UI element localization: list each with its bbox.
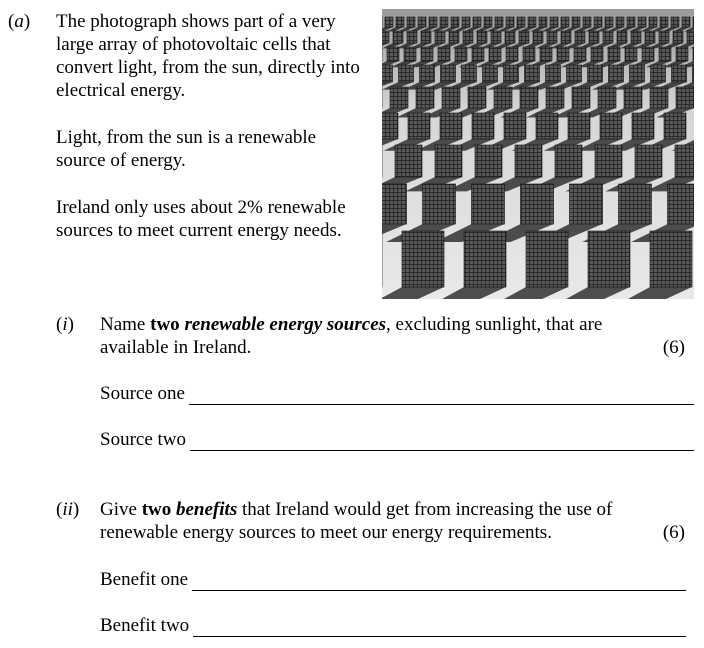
solar-panel	[540, 47, 552, 61]
solar-panel	[693, 65, 695, 82]
solar-panel	[491, 31, 501, 43]
solar-panel	[693, 47, 694, 61]
solar-panel	[673, 31, 683, 43]
solar-panel	[635, 145, 662, 177]
solar-panel	[382, 65, 393, 82]
solar-panel	[408, 113, 430, 139]
question-label: (a)	[8, 11, 31, 32]
solar-panel	[382, 184, 407, 224]
solar-panel	[659, 47, 671, 61]
solar-panel	[484, 17, 492, 27]
solar-panel	[455, 47, 467, 61]
solar-panel	[494, 87, 512, 108]
solar-panel	[506, 17, 514, 27]
solar-panel	[440, 17, 448, 27]
solar-panel	[671, 17, 679, 27]
solar-panel	[570, 184, 603, 224]
solar-panel	[472, 47, 484, 61]
solar-panel	[382, 113, 398, 139]
source-two-answer-line[interactable]	[190, 434, 694, 451]
solar-panel	[387, 47, 399, 61]
solar-panel	[651, 65, 666, 82]
solar-panel	[583, 17, 591, 27]
solar-panel	[504, 65, 519, 82]
solar-panel	[642, 47, 654, 61]
solar-panel	[506, 47, 518, 61]
solar-panel	[395, 145, 422, 177]
solar-panel	[402, 231, 444, 287]
solar-panel	[526, 231, 568, 287]
solar-panel	[588, 231, 630, 287]
solar-panel	[441, 65, 456, 82]
solar-panel	[609, 65, 624, 82]
intro-paragraph-2: Light, from the sun is a renewable source of energy.	[56, 127, 317, 171]
solar-panel	[574, 47, 586, 61]
solar-panel	[650, 87, 668, 108]
solar-panel	[660, 17, 668, 27]
benefit-two-label: Benefit two	[100, 615, 190, 636]
solar-panel	[473, 17, 481, 27]
solar-panel	[404, 47, 416, 61]
solar-panel	[568, 113, 590, 139]
solar-panel	[645, 31, 655, 43]
solar-panel	[407, 31, 417, 43]
solar-panel	[528, 17, 536, 27]
solar-panel	[489, 47, 501, 61]
solar-panel	[519, 31, 529, 43]
source-one-answer-line[interactable]	[189, 388, 694, 405]
intro-paragraph-3: Ireland only uses about 2% renewable sources to meet current energy needs.	[56, 197, 346, 241]
solar-panel	[418, 17, 426, 27]
solar-panel	[472, 184, 505, 224]
source-two-field	[100, 428, 694, 451]
solar-panel	[664, 113, 686, 139]
solar-panel	[588, 65, 603, 82]
solar-panel	[649, 17, 657, 27]
solar-panel	[619, 184, 652, 224]
solar-panel	[659, 31, 669, 43]
solar-panel	[382, 31, 389, 43]
part-i-marks: (6)	[662, 337, 685, 358]
solar-panel	[575, 31, 585, 43]
solar-panel	[438, 47, 450, 61]
solar-panel	[407, 17, 415, 27]
solar-panel	[475, 145, 502, 177]
solar-panel	[464, 231, 506, 287]
solar-panel	[420, 65, 435, 82]
solar-panel	[595, 145, 622, 177]
solar-panel	[598, 87, 616, 108]
solar-panel	[462, 65, 477, 82]
solar-panel	[393, 31, 403, 43]
solar-panel	[572, 17, 580, 27]
solar-panel	[472, 113, 494, 139]
solar-panel	[627, 17, 635, 27]
solar-panel	[625, 47, 637, 61]
solar-panel	[451, 17, 459, 27]
source-two-label: Source two	[100, 429, 187, 450]
solar-panel	[682, 17, 690, 27]
solar-panel	[591, 47, 603, 61]
solar-panel	[520, 87, 538, 108]
solar-panel	[630, 65, 645, 82]
solar-panel	[462, 17, 470, 27]
solar-panel	[504, 113, 526, 139]
benefit-one-label: Benefit one	[100, 569, 189, 590]
solar-panel	[385, 17, 393, 27]
solar-panel	[616, 17, 624, 27]
solar-panel	[600, 113, 622, 139]
solar-panel	[477, 31, 487, 43]
solar-panel	[421, 31, 431, 43]
solar-panel	[675, 145, 694, 177]
solar-panel	[555, 145, 582, 177]
solar-panel	[483, 65, 498, 82]
benefit-one-field	[100, 568, 686, 591]
solar-panel	[567, 65, 582, 82]
solar-panel-array-icon	[382, 9, 694, 299]
solar-panel	[515, 145, 542, 177]
part-ii-marks: (6)	[662, 522, 685, 543]
solar-panel	[561, 17, 569, 27]
solar-panel	[632, 113, 654, 139]
solar-panel	[608, 47, 620, 61]
solar-panel	[603, 31, 613, 43]
part-ii-question: Give two benefits that Ireland would get from increasing the use of renewable energy sources to meet our energy requirements.	[100, 499, 613, 543]
solar-panel	[525, 65, 540, 82]
solar-panel	[440, 113, 462, 139]
solar-panel	[421, 47, 433, 61]
solar-panel	[429, 17, 437, 27]
solar-array-photo	[382, 9, 694, 299]
solar-panel	[572, 87, 590, 108]
solar-panel	[468, 87, 486, 108]
solar-panel	[463, 31, 473, 43]
source-one-field	[100, 382, 694, 405]
solar-panel	[589, 31, 599, 43]
question-letter: a	[14, 11, 24, 32]
benefit-one-answer-line[interactable]	[192, 574, 686, 591]
solar-panel	[605, 17, 613, 27]
solar-panel	[390, 87, 408, 108]
solar-panel	[547, 31, 557, 43]
solar-panel	[539, 17, 547, 27]
solar-panel	[505, 31, 515, 43]
solar-panel	[536, 113, 558, 139]
part-i-numeral: (i)	[56, 314, 74, 335]
solar-panel	[638, 17, 646, 27]
solar-panel	[557, 47, 569, 61]
solar-panel	[617, 31, 627, 43]
solar-panel	[668, 184, 695, 224]
solar-panel	[687, 31, 694, 43]
solar-panel	[442, 87, 460, 108]
solar-panel	[561, 31, 571, 43]
solar-panel	[396, 17, 404, 27]
solar-panel	[550, 17, 558, 27]
solar-panel	[533, 31, 543, 43]
intro-paragraph-1: The photograph shows part of a very large array of photovoltaic cells that convert light, from the sun, directly into electrical energy.	[56, 11, 360, 101]
part-i-question: Name two renewable energy sources, excluding sunlight, that are available in Ireland.	[100, 314, 603, 358]
solar-panel	[594, 17, 602, 27]
solar-panel	[517, 17, 525, 27]
solar-panel	[435, 145, 462, 177]
solar-panel	[624, 87, 642, 108]
solar-panel	[672, 65, 687, 82]
solar-panel	[676, 47, 688, 61]
source-one-label: Source one	[100, 383, 185, 404]
part-ii-numeral: (ii)	[56, 499, 80, 520]
solar-panel	[523, 47, 535, 61]
solar-panel	[546, 87, 564, 108]
solar-panel	[435, 31, 445, 43]
solar-panel	[495, 17, 503, 27]
solar-panel	[631, 31, 641, 43]
solar-panel	[399, 65, 414, 82]
solar-panel	[650, 231, 692, 287]
solar-panel	[546, 65, 561, 82]
benefit-two-field	[100, 614, 686, 637]
solar-panel	[521, 184, 554, 224]
solar-panel	[449, 31, 459, 43]
solar-panel	[676, 87, 694, 108]
solar-panel	[693, 17, 694, 27]
solar-panel	[423, 184, 456, 224]
solar-panel	[416, 87, 434, 108]
benefit-two-answer-line[interactable]	[193, 620, 686, 637]
